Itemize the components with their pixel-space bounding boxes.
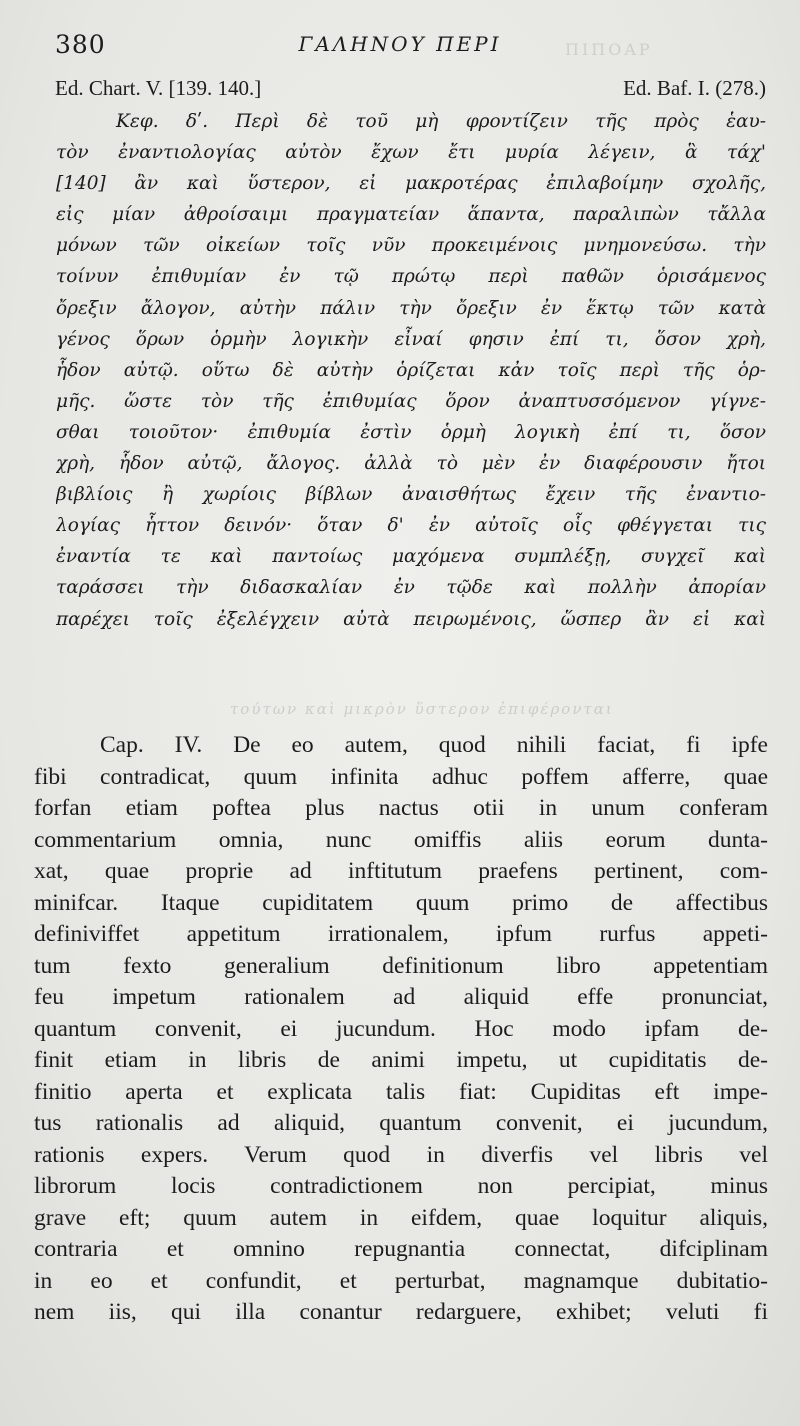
latin-text-line: contraria et omnino repugnantia connectat, difciplinam	[34, 1236, 768, 1262]
page-number: 380	[55, 30, 106, 59]
edition-reference-right: Ed. Baf. I. (278.)	[623, 76, 766, 100]
greek-text-block	[56, 106, 766, 635]
latin-text-line: commentarium omnia, nunc omiffis aliis eorum dunta-	[34, 826, 768, 853]
greek-text-line: μῆς. ὥστε τὸν τῆς ἐπιθυμίας ὅρον ἀναπτυσσόμενον γίγνε-	[56, 390, 766, 412]
running-head: ΓΑΛΗΝΟΥ ΠΕΡΙ	[298, 32, 502, 56]
greek-text-line: μόνων τῶν οἰκείων τοῖς νῦν προκειμένοις μνημονεύσω. τὴν	[56, 235, 766, 257]
greek-text-line: χρὴ, ἧδον αὐτῷ, ἄλογος. ἀλλὰ τὸ μὲν ἐν διαφέρουσιν ἤτοι	[56, 453, 766, 475]
latin-text-line: forfan etiam poftea plus nactus otii in unum conferam	[34, 795, 768, 821]
greek-text-line: λογίας ἧττον δεινόν· ὅταν δ' ἐν αὐτοῖς οἷς φθέγγεται τις	[56, 515, 766, 537]
greek-text-line: τοίνυν ἐπιθυμίαν ἐν τῷ πρώτῳ περὶ παθῶν ὁρισάμενος	[56, 266, 766, 288]
edition-reference-left: Ed. Chart. V. [139. 140.]	[55, 76, 262, 100]
greek-text-line: σθαι τοιοῦτον· ἐπιθυμία ἐστὶν ὁρμὴ λογικὴ ἐπί τι, ὅσον	[56, 421, 766, 443]
latin-text-line: nem iis, qui illa conantur redarguere, exhibet; veluti fi	[34, 1299, 768, 1325]
latin-text-line: feu impetum rationalem ad aliquid effe pronunciat,	[34, 984, 768, 1010]
greek-text-line: [140] ἂν καὶ ὕστερον, εἰ μακροτέρας ἐπιλαβοίμην σχολῆς,	[56, 173, 766, 195]
latin-text-line: rationis expers. Verum quod in diverfis vel libris vel	[34, 1141, 768, 1168]
greek-text-line: ταράσσει τὴν διδασκαλίαν ἐν τῷδε καὶ πολλὴν ἀπορίαν	[56, 577, 766, 599]
greek-text-line: Κεφ. δʹ. Περὶ δὲ τοῦ μὴ φροντίζειν τῆς πρὸς ἑαυ-	[116, 111, 766, 132]
bleed-through-text: τούτων καὶ μικρὸν ὕστερον ἐπιφέρονται	[230, 700, 614, 718]
latin-text-line: finit etiam in libris de animi impetu, ut cupiditatis de-	[34, 1047, 768, 1073]
latin-text-line: definiviffet appetitum irrationalem, ipfum rurfus appeti-	[34, 921, 768, 947]
greek-text-line: ἧδον αὐτῷ. οὕτω δὲ αὐτὴν ὁρίζεται κἀν τοῖς περὶ τῆς ὁρ-	[56, 359, 766, 381]
latin-text-line: in eo et confundit, et perturbat, magnamque dubitatio-	[34, 1267, 768, 1294]
greek-text-line: ὄρεξιν ἄλογον, αὐτὴν πάλιν τὴν ὄρεξιν ἐν ἕκτῳ τῶν κατὰ	[56, 297, 766, 319]
greek-text-line: εἰς μίαν ἀθροίσαιμι πραγματείαν ἅπαντα, παραλιπὼν τἄλλα	[56, 204, 766, 226]
latin-text-line: quantum convenit, ei jucundum. Hoc modo ipfam de-	[34, 1015, 768, 1042]
latin-text-line: finitio aperta et explicata talis fiat: Cupiditas eft impe-	[34, 1078, 768, 1105]
latin-text-line: xat, quae proprie ad inftitutum praefens pertinent, com-	[34, 858, 768, 884]
greek-text-line: τὸν ἐναντιολογίας αὐτὸν ἔχων ἔτι μυρία λέγειν, ἃ τάχ'	[56, 142, 766, 164]
latin-text-line: Cap. IV. De eo autem, quod nihili faciat, fi ipfe	[100, 732, 768, 758]
latin-text-line: minifcar. Itaque cupiditatem quum primo de affectibus	[34, 889, 768, 916]
latin-text-block	[34, 730, 768, 1329]
bleed-through-text-top: ΠΙΠΟΑΡ	[565, 40, 653, 59]
latin-text-line: tus rationalis ad aliquid, quantum convenit, ei jucundum,	[34, 1110, 768, 1136]
greek-text-line: ἐναντία τε καὶ παντοίως μαχόμενα συμπλέξῃ, συγχεῖ καὶ	[56, 546, 766, 568]
greek-text-line: παρέχει τοῖς ἐξελέγχειν αὐτὰ πειρωμένοις, ὥσπερ ἂν εἰ καὶ	[56, 608, 766, 630]
latin-text-line: fibi contradicat, quum infinita adhuc poffem afferre, quae	[34, 763, 768, 790]
greek-text-line: γένος ὅρων ὁρμὴν λογικὴν εἶναί φησιν ἐπί τι, ὅσον χρὴ,	[56, 328, 766, 350]
latin-text-line: tum fexto generalium definitionum libro appetentiam	[34, 952, 768, 979]
greek-text-line: βιβλίοις ἢ χωρίοις βίβλων ἀναισθήτως ἔχειν τῆς ἐναντιο-	[56, 484, 766, 506]
latin-text-line: librorum locis contradictionem non percipiat, minus	[34, 1173, 768, 1199]
latin-text-line: grave eft; quum autem in eifdem, quae loquitur aliquis,	[34, 1204, 768, 1231]
